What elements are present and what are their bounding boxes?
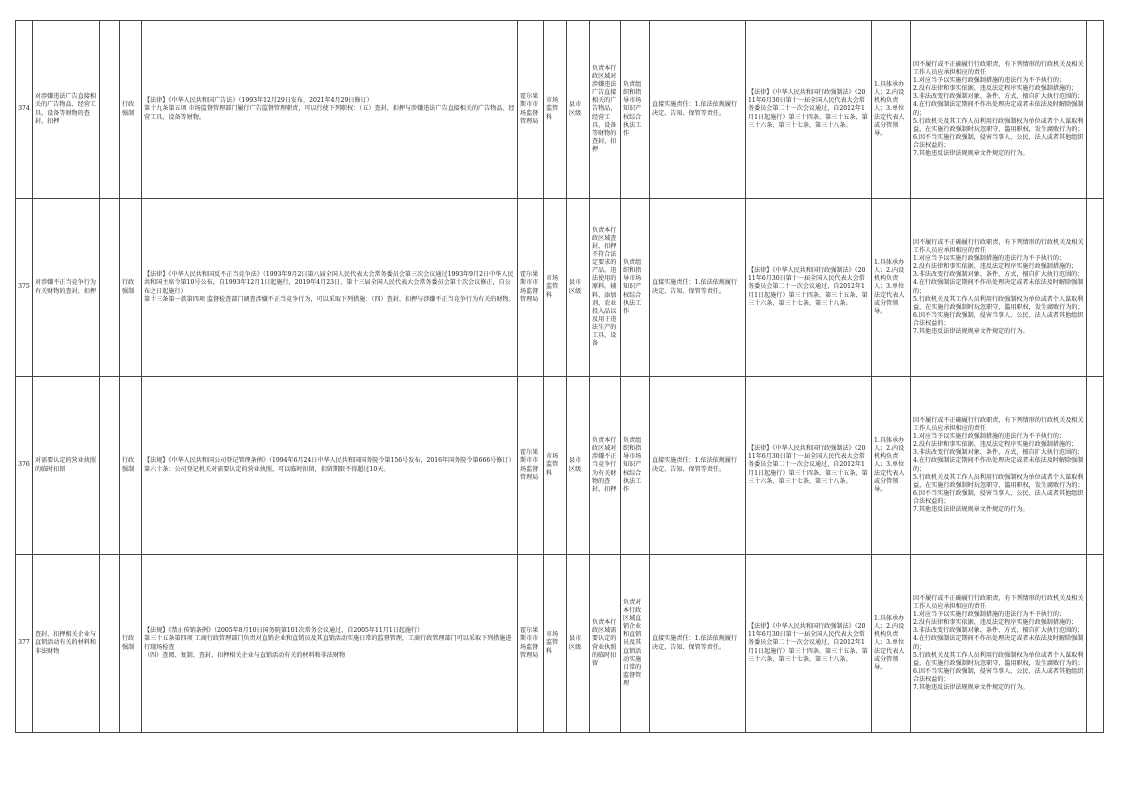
blank-cell [100,21,120,199]
basis-paragraph: 第十三条第一款第四项 监督检查部门调查涉嫌不正当竞争行为，可以采取下列措施：（四）查封、扣押与涉嫌不正当竞争行为有关的财物。 [144,295,515,303]
blank-cell [1087,555,1104,733]
blank-cell [100,555,120,733]
basis-paragraph: 【法规】《禁止传销条例》（2005年8月10日国务院第101次常务会议通过，自2005年11月1日起施行） [144,627,424,635]
liability-line: 3.非法改变行政强制对象、条件、方式，擅自扩大执行范围的； [913,93,1084,101]
liability-line: 3.非法改变行政强制对象、条件、方式，擅自扩大执行范围的； [913,449,1084,457]
basis-paragraph: 【法律】《中华人民共和国广告法》（1993年12月29日发布，2021年4月29日修订） [144,97,373,105]
liability-line: 5.行政机关及其工作人员利用行政强制权为单位或者个人谋取利益，在实施行政强制时玩忽职守、滥用职权，发生腐败行为的； [913,295,1084,311]
level-cell: 县市区级 [567,377,590,555]
liability-line: 5.行政机关及其工作人员利用行政强制权为单位或者个人谋取利益，在实施行政强制时玩忽职守、滥用职权，发生腐败行为的； [913,651,1084,667]
accountability-basis-cell: 【法律】《中华人民共和国行政强制法》（2011年6月30日第十一届全国人民代表大会常务委员会第二十一次会议通过，自2012年1月1日起施行）第三十四条、第三十五条、第三十六条、第三十七条、第三十八条。 [746,199,872,377]
table-body [16,21,1104,733]
table-row [16,377,1104,555]
department-cell: 霍尔果斯市市场监督管理局 [518,555,544,733]
liability-line: 7.其他违反法律法规规章文件规定的行为。 [913,149,1029,157]
liability-line: 4.在行政强制法定期间不作出处理决定或者未依法及时解除强制的； [913,101,1084,117]
level-cell: 县市区级 [567,21,590,199]
liability-cell [911,555,1087,733]
category-cell: 行政强制 [120,555,142,733]
liability-line: 2.没有法律和事实依据、违反法定程序实施行政强制措施的； [913,263,1078,271]
accountability-basis-cell: 【法律】《中华人民共和国行政强制法》（2011年6月30日第十一届全国人民代表大会常务委员会第二十一次会议通过，自2012年1月1日起施行）第三十四条、第三十五条、第三十六条、第三十七条、第三十八条。 [746,377,872,555]
responsibility-cell: 负责本行政区域需要认定的营业执照的临时扣留 [590,555,621,733]
basis-paragraph: 第六十条：公司登记机关对需要认定的营业执照，可以临时扣留，扣留期限不得超过10天。 [144,465,390,473]
responsibility-cell: 负责本行政区域对涉嫌违法广告直接相关的广告物品、经营工具、设备等财物的查封、扣押 [590,21,621,199]
seq-cell: 374 [16,21,33,199]
legal-basis-cell [142,199,518,377]
level-cell: 县市区级 [567,199,590,377]
department-cell: 霍尔果斯市市场监督管理局 [518,199,544,377]
level-cell: 县市区级 [567,555,590,733]
guidance-cell: 负责组织和指导市场知识产权综合执法工作 [621,199,650,377]
unit-cell: 市场监管科 [544,199,567,377]
blank-cell [100,377,120,555]
basis-paragraph: 第三十五条第四项 工商行政管理部门负责对直销企业和直销员及其直销活动实施日常的监督管理，工商行政管理部门可以采取下列措施进行现场检查 [144,635,512,651]
table-row [16,555,1104,733]
seq-cell: 375 [16,199,33,377]
accountability-subject-cell: 1.具体承办人；2.内设机构负责人；3.单位法定代表人或分管领导。 [872,377,911,555]
liability-line: 3.非法改变行政强制对象、条件、方式，擅自扩大执行范围的； [913,627,1084,635]
table-row [16,199,1104,377]
liability-line: 5.行政机关及其工作人员利用行政强制权为单位或者个人谋取利益，在实施行政强制时玩忽职守、滥用职权，发生腐败行为的； [913,117,1084,133]
category-cell: 行政强制 [120,377,142,555]
department-cell: 霍尔果斯市市场监督管理局 [518,377,544,555]
liability-line: 因不履行或不正确履行行政职责，有下列情形的行政机关及相关工作人员应承担相应的责任 [913,417,1084,433]
accountability-subject-cell: 1.具体承办人；2.内设机构负责人；3.单位法定代表人或分管领导。 [872,21,911,199]
basis-paragraph: 【法律】《中华人民共和国反不正当竞争法》（1993年9月2日第八届全国人民代表大会常务委员会第三次会议通过1993年9月2日中华人民共和国主席令第10号公布，自1993年12月1日起施行，2019年4月23日，第十三届全国人民代表大会常务委员会第十次会议修正，自公布之日起施行） [144,271,514,295]
liability-line: 1.对应当予以实施行政强制措施的违法行为不予执行的； [913,611,1066,619]
category-cell: 行政强制 [120,21,142,199]
liability-line: 7.其他违反法律法规规章文件规定的行为。 [913,327,1029,335]
liability-line: 因不履行或不正确履行行政职责，有下列情形的行政机关及相关工作人员应承担相应的责任 [913,61,1084,77]
responsibility-cell: 负责本行政区域查封、扣押不符合法定要求的产品，违法使用的原料、辅料、添加剂、农业投入品以及用于违法生产的工具、设备 [590,199,621,377]
seq-cell: 376 [16,377,33,555]
liability-line: 4.在行政强制法定期间不作出处理决定或者未依法及时解除强制的； [913,279,1084,295]
implementation-cell: 直接实施责任：1.依法依规履行决定、告知、保管等责任。 [650,21,746,199]
liability-line: 1.对应当予以实施行政强制措施的违法行为不予执行的； [913,433,1066,441]
item-name-cell: 对涉嫌不正当竞争行为有关财物的查封、扣押 [33,199,100,377]
seq-cell: 377 [16,555,33,733]
implementation-cell: 直接实施责任：1.依法依规履行决定、告知、保管等责任。 [650,377,746,555]
blank-cell [1087,377,1104,555]
liability-line: 1.对应当予以实施行政强制措施的违法行为不予执行的； [913,255,1066,263]
basis-paragraph: 【法规】《中华人民共和国公司登记管理条例》（1994年6月24日中华人民共和国国务院令第156号发布，2016年国务院令第666号修订） [144,457,515,465]
accountability-subject-cell: 1.具体承办人；2.内设机构负责人；3.单位法定代表人或分管领导。 [872,199,911,377]
accountability-subject-cell: 1.具体承办人；2.内设机构负责人；3.单位法定代表人或分管领导。 [872,555,911,733]
accountability-basis-cell: 【法律】《中华人民共和国行政强制法》（2011年6月30日第十一届全国人民代表大会常务委员会第二十一次会议通过，自2012年1月1日起施行）第三十四条、第三十五条、第三十六条、第三十七条、第三十八条。 [746,555,872,733]
liability-line: 3.非法改变行政强制对象、条件、方式，擅自扩大执行范围的； [913,271,1084,279]
liability-line: 4.在行政强制法定期间不作出处理决定或者未依法及时解除强制的； [913,635,1084,651]
blank-cell [1087,21,1104,199]
accountability-basis-cell: 【法律】《中华人民共和国行政强制法》（2011年6月30日第十一届全国人民代表大会常务委员会第二十一次会议通过，自2012年1月1日起施行）第三十四条、第三十五条、第三十六条、第三十七条、第三十八条。 [746,21,872,199]
liability-line: 7.其他违反法律法规规章文件规定的行为。 [913,505,1029,513]
legal-basis-cell [142,377,518,555]
basis-paragraph: （四）查阅、复制、查封、扣押相关企业与直销活动有关的材料和非法财物 [144,651,346,659]
liability-line: 5.行政机关及其工作人员利用行政强制权为单位或者个人谋取利益，在实施行政强制时玩忽职守、滥用职权，发生腐败行为的； [913,473,1084,489]
power-list-table [15,20,1104,733]
item-name-cell: 对涉嫌违法广告直接相关的广告物品、经营工具、设备等财物的查封、扣押 [33,21,100,199]
department-cell: 霍尔果斯市市场监督管理局 [518,21,544,199]
liability-cell [911,377,1087,555]
liability-cell [911,199,1087,377]
liability-line: 6.因不当实施行政强制，侵害当事人、公民、法人或者其他组织合法权益的； [913,311,1084,327]
unit-cell: 市场监管科 [544,21,567,199]
responsibility-cell: 负责本行政区域对涉嫌不正当竞争行为有关财物的查封、扣押 [590,377,621,555]
item-name-cell: 查封、扣押相关企业与直销活动有关的材料和非法财物 [33,555,100,733]
liability-line: 4.在行政强制法定期间不作出处理决定或者未依法及时解除强制的； [913,457,1084,473]
liability-cell [911,21,1087,199]
unit-cell: 市场监管科 [544,377,567,555]
liability-line: 1.对应当予以实施行政强制措施的违法行为不予执行的； [913,77,1066,85]
category-cell: 行政强制 [120,199,142,377]
liability-line: 6.因不当实施行政强制，侵害当事人、公民、法人或者其他组织合法权益的； [913,489,1084,505]
item-name-cell: 对需要认定的营业执照的临时扣留 [33,377,100,555]
unit-cell: 市场监管科 [544,555,567,733]
liability-line: 2.没有法律和事实依据、违反法定程序实施行政强制措施的； [913,441,1078,449]
liability-line: 6.因不当实施行政强制，侵害当事人、公民、法人或者其他组织合法权益的； [913,133,1084,149]
implementation-cell: 直接实施责任：1.依法依规履行决定、告知、保管等责任。 [650,555,746,733]
liability-line: 2.没有法律和事实依据、违反法定程序实施行政强制措施的； [913,619,1078,627]
liability-line: 7.其他违反法律法规规章文件规定的行为。 [913,683,1029,691]
blank-cell [1087,199,1104,377]
liability-line: 6.因不当实施行政强制，侵害当事人、公民、法人或者其他组织合法权益的； [913,667,1084,683]
guidance-cell: 负责组织和指导市场知识产权综合执法工作 [621,21,650,199]
implementation-cell: 直接实施责任：1.依法依规履行决定、告知、保管等责任。 [650,199,746,377]
table-row [16,21,1104,199]
guidance-cell: 负责对本行政区域直销企业和直销员及其直销活动实施日常的监督管理 [621,555,650,733]
basis-paragraph: 第十九条第五项 市场监督管理部门履行广告监督管理职责，可以行使下列职权：（五）查封、扣押与涉嫌违法广告直接相关的广告物品、经营工具、设备等财物。 [144,105,515,121]
liability-line: 因不履行或不正确履行行政职责，有下列情形的行政机关及相关工作人员应承担相应的责任 [913,595,1084,611]
liability-line: 2.没有法律和事实依据、违反法定程序实施行政强制措施的； [913,85,1078,93]
liability-line: 因不履行或不正确履行行政职责，有下列情形的行政机关及相关工作人员应承担相应的责任 [913,239,1084,255]
legal-basis-cell [142,555,518,733]
legal-basis-cell [142,21,518,199]
blank-cell [100,199,120,377]
guidance-cell: 负责组织和指导市场知识产权综合执法工作 [621,377,650,555]
